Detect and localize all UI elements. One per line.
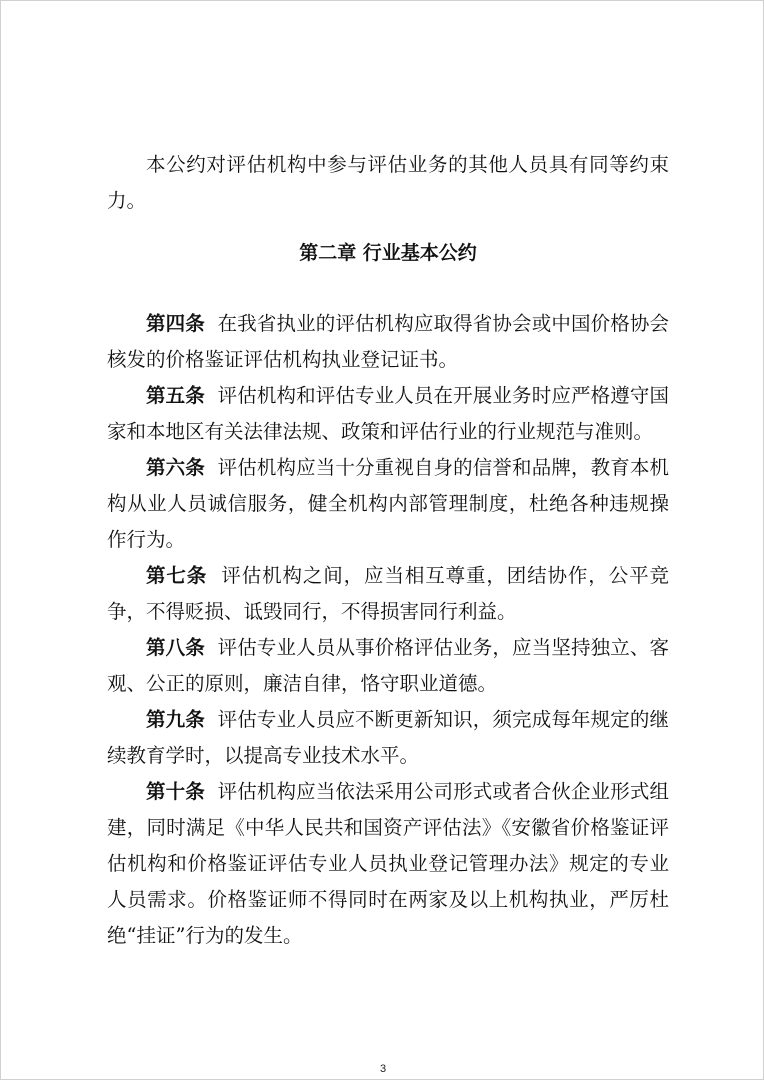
article-text: 评估专业人员从事价格评估业务，应当坚持独立、客观、公正的原则，廉洁自律，恪守职业道德。 (107, 636, 669, 695)
article-8 (107, 630, 669, 702)
intro-paragraph: 本公约对评估机构中参与评估业务的其他人员具有同等约束力。 (107, 153, 669, 212)
article-text: 评估机构之间，应当相互尊重，团结协作，公平竞争，不得贬损、诋毁同行，不得损害同行利益。 (107, 564, 669, 623)
article-label: 第四条 (146, 312, 205, 335)
chapter-title: 第二章 行业基本公约 (299, 242, 477, 264)
article-4 (107, 306, 669, 378)
article-label: 第十条 (146, 780, 205, 803)
article-label: 第五条 (146, 384, 205, 407)
article-text: 评估机构应当十分重视自身的信誉和品牌，教育本机构从业人员诚信服务，健全机构内部管理制度，杜绝各种违规操作行为。 (107, 456, 669, 551)
article-label: 第七条 (146, 564, 208, 587)
article-10 (107, 774, 669, 954)
article-6 (107, 450, 669, 558)
article-9 (107, 702, 669, 774)
article-label: 第九条 (146, 708, 205, 731)
page-number: 3 (379, 1063, 387, 1075)
article-label: 第六条 (146, 456, 205, 479)
page-content (107, 147, 669, 954)
article-text: 评估专业人员应不断更新知识，须完成每年规定的继续教育学时，以提高专业技术水平。 (107, 708, 669, 767)
article-label: 第八条 (146, 636, 205, 659)
article-text: 在我省执业的评估机构应取得省协会或中国价格协会核发的价格鉴证评估机构执业登记证书。 (107, 312, 669, 371)
article-5 (107, 378, 669, 450)
article-text: 评估机构应当依法采用公司形式或者合伙企业形式组建，同时满足《中华人民共和国资产评估法》《安徽省价格鉴证评估机构和价格鉴证评估专业人员执业登记管理办法》规定的专业人员需求。价格鉴证师不得同时在两家及以上机构执业，严厉杜绝“挂证”行为的发生。 (107, 780, 669, 947)
article-7 (107, 558, 669, 630)
article-text: 评估机构和评估专业人员在开展业务时应严格遵守国家和本地区有关法律法规、政策和评估行业的行业规范与准则。 (107, 384, 669, 443)
